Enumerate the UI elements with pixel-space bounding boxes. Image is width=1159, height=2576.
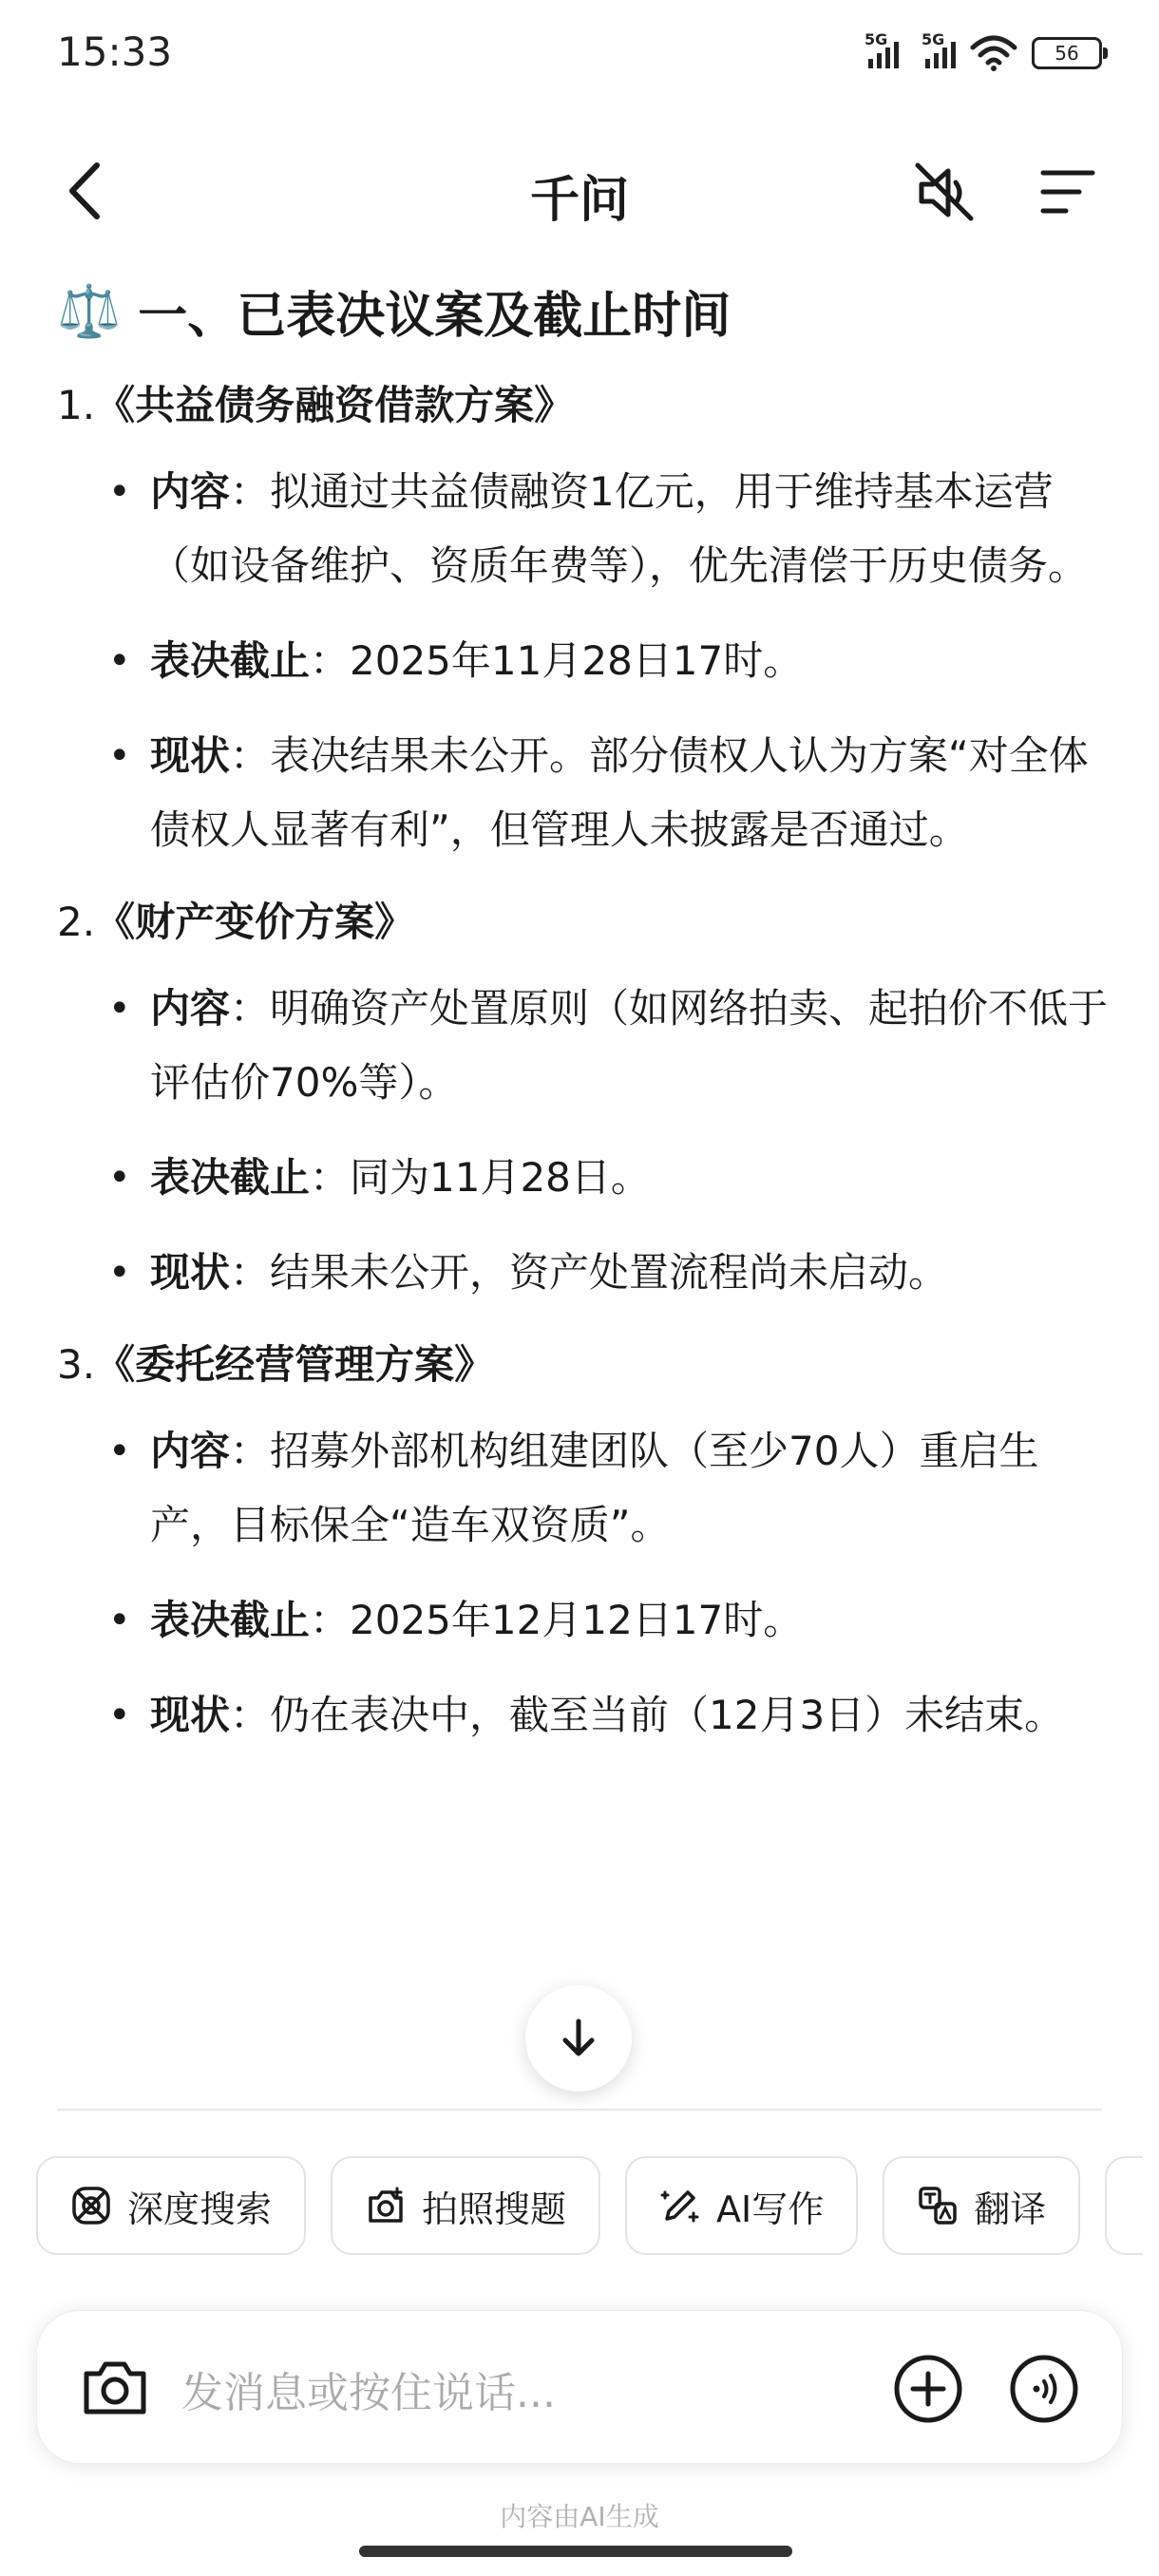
item-label: 现状 [150, 1692, 231, 1738]
list-item [104, 972, 1112, 1120]
status-icons [864, 30, 1102, 72]
item-text: ：招募外部机构组建团队（至少70人）重启生产，目标保全“造车双资质”。 [150, 1428, 1039, 1548]
proposal-title [57, 375, 1112, 436]
translate-icon [917, 2185, 959, 2226]
deep-search-icon [70, 2185, 112, 2226]
item-label: 表决截止 [150, 1154, 311, 1201]
list-item [104, 1141, 1112, 1215]
ai-write-icon [659, 2185, 701, 2226]
proposal-details [57, 972, 1112, 1310]
chip-ai-write[interactable] [625, 2156, 858, 2255]
proposal-number: 1. [57, 382, 96, 428]
item-label: 现状 [150, 732, 231, 779]
item-label: 现状 [150, 1249, 231, 1296]
signal-1-label: 5G [864, 30, 888, 48]
list-item [104, 624, 1112, 698]
divider [57, 2109, 1102, 2111]
proposal-title [57, 892, 1112, 953]
list-item [104, 719, 1112, 867]
message-input[interactable]: 发消息或按住说话... [181, 2369, 556, 2417]
header [0, 142, 1159, 237]
item-label: 内容 [150, 1428, 231, 1474]
proposal-number: 2. [57, 899, 96, 945]
item-text: ：结果未公开，资产处置流程尚未启动。 [230, 1249, 949, 1296]
status-time: 15:33 [57, 28, 173, 75]
add-icon[interactable] [892, 2353, 964, 2425]
ai-disclaimer: 内容由AI生成 [500, 2501, 659, 2532]
message-input-bar [36, 2310, 1123, 2464]
menu-icon[interactable] [1037, 161, 1098, 222]
quick-actions [36, 2156, 1143, 2255]
list-item [104, 455, 1112, 603]
chip-label: 拍照搜题 [422, 2188, 567, 2230]
proposal-details [57, 455, 1112, 867]
chip-label: 翻译 [974, 2188, 1047, 2230]
battery-icon: 56 [1032, 37, 1102, 69]
item-text: ：2025年12月12日17时。 [310, 1597, 804, 1643]
proposal-name: 《财产变价方案》 [95, 899, 415, 945]
item-text: ：明确资产处置原则（如网络拍卖、起拍价不低于评估价70%等）。 [150, 985, 1109, 1106]
status-bar [0, 0, 1159, 114]
list-item [104, 1583, 1112, 1657]
proposal-details [57, 1414, 1112, 1752]
item-label: 内容 [150, 985, 231, 1032]
item-text: ：表决结果未公开。部分债权人认为方案“对全体债权人显著有利”，但管理人未披露是否通过。 [150, 732, 1089, 853]
item-label: 内容 [150, 468, 231, 515]
item-text: ：仍在表决中，截至当前（12月3日）未结束。 [230, 1692, 1065, 1738]
scroll-to-bottom-button[interactable] [525, 1985, 632, 2092]
list-item [104, 1678, 1112, 1752]
item-text: ：同为11月28日。 [310, 1154, 651, 1201]
proposal-name: 《共益债务融资借款方案》 [95, 382, 575, 428]
item-text: ：拟通过共益债融资1亿元，用于维持基本运营（如设备维护、资质年费等），优先清偿于历史债务。 [150, 468, 1089, 589]
signal-icon-2 [922, 30, 956, 68]
balance-scale-icon: ⚖️ [57, 280, 122, 341]
voice-icon[interactable] [1008, 2353, 1080, 2425]
chip-translate[interactable] [883, 2156, 1080, 2255]
item-label: 表决截止 [150, 1597, 311, 1643]
chip-deep-search[interactable] [36, 2156, 306, 2255]
proposal-name: 《委托经营管理方案》 [95, 1341, 495, 1388]
section-heading [57, 275, 1112, 347]
message-content [57, 275, 1112, 1773]
home-indicator[interactable] [359, 2546, 792, 2557]
chip-label: 深度搜索 [127, 2188, 273, 2230]
list-item [104, 1414, 1112, 1563]
proposal-number: 3. [57, 1341, 96, 1388]
signal-icon-1 [864, 30, 899, 68]
page-title: 千问 [529, 172, 629, 229]
item-text: ：2025年11月28日17时。 [310, 637, 804, 684]
heading-text: 一、已表决议案及截止时间 [138, 288, 732, 345]
item-label: 表决截止 [150, 637, 311, 684]
list-item [104, 1236, 1112, 1310]
chip-more[interactable] [1105, 2156, 1143, 2255]
photo-search-icon [365, 2185, 407, 2226]
chip-label: AI写作 [716, 2188, 825, 2230]
mute-speaker-icon[interactable] [912, 160, 978, 226]
signal-2-label: 5G [922, 30, 945, 48]
camera-icon[interactable] [81, 2355, 149, 2419]
proposal-title [57, 1335, 1112, 1395]
arrow-down-icon [556, 2016, 601, 2061]
chip-photo-search[interactable] [331, 2156, 600, 2255]
wifi-icon [969, 34, 1018, 72]
